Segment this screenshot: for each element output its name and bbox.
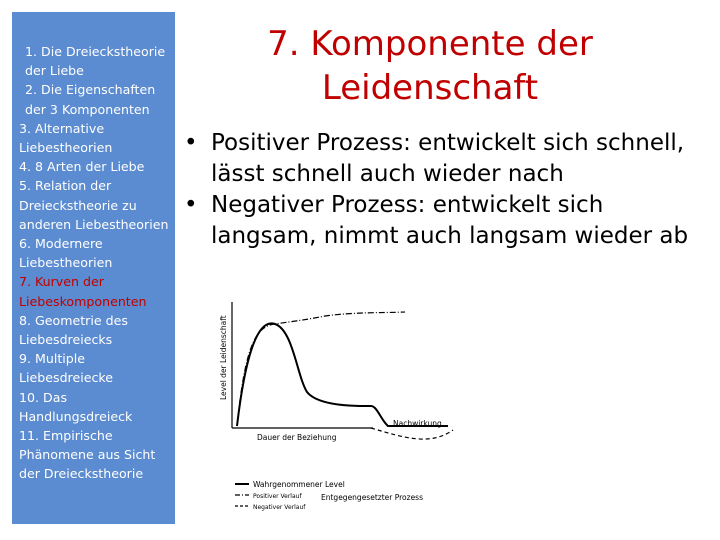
sidebar-item-arten-der-liebe[interactable]: 4. 8 Arten der Liebe	[19, 159, 145, 175]
aftereffect-label: Nachwirkung	[393, 419, 442, 428]
bullet-text-negative: Negativer Prozess: entwickelt sich langsam, nimmt auch langsam wieder ab	[211, 192, 689, 249]
bullet-item-negative	[184, 190, 704, 252]
figure-legend	[235, 480, 423, 511]
slide-title-line1: 7. Komponente der	[267, 24, 593, 64]
slide-title	[220, 22, 640, 110]
bullet-text-positive: Positiver Prozess: entwickelt sich schnell, lässt schnell auch wieder nach	[211, 130, 685, 187]
passion-curve-figure	[205, 288, 475, 520]
sidebar-item-multiple-dreiecke[interactable]: 9. Multiple Liebesdreiecke	[19, 351, 113, 386]
legend-side-label: Entgegengesetzter Prozess	[321, 493, 423, 502]
sidebar-item-relation[interactable]: 5. Relation der Dreieckstheorie zu anderen Liebestheorien	[19, 178, 169, 232]
sidebar-item-alternative-theorien[interactable]: 3. Alternative Liebestheorien	[19, 120, 113, 156]
bullet-dot-icon: •	[184, 130, 198, 156]
sidebar-item-kurven[interactable]: 7. Kurven der Liebeskomponenten	[19, 274, 147, 309]
sidebar-item-empirische-phaenomene[interactable]: 11. Empirische Phänomene aus Sicht der Dreieckstheorie	[19, 428, 156, 482]
legend-label-positive: Positiver Verlauf	[253, 493, 302, 500]
sidebar-item-geometrie[interactable]: 8. Geometrie des Liebesdreiecks	[19, 312, 128, 348]
slide-title-line2: Leidenschaft	[321, 68, 539, 108]
sidebar-item-eigenschaften[interactable]: 2. Die Eigenschaften der 3 Komponenten	[25, 82, 156, 117]
legend-label-negative: Negativer Verlauf	[253, 504, 306, 511]
sidebar-nav	[12, 12, 175, 524]
sidebar-item-modernere-theorien[interactable]: 6. Modernere Liebestheorien	[19, 236, 113, 271]
legend-label-perceived: Wahrgenommener Level	[253, 480, 345, 489]
x-axis-label: Dauer der Beziehung	[257, 433, 337, 442]
bullet-list	[184, 128, 704, 252]
y-axis-label: Level der Leidenschaft	[219, 315, 228, 400]
perceived-level-curve	[237, 323, 448, 426]
bullet-item-positive	[184, 128, 704, 190]
negative-process-curve	[371, 428, 453, 439]
sidebar-item-dreieckstheorie[interactable]: 1. Die Dreieckstheorie der Liebe	[25, 44, 166, 79]
bullet-dot-icon: •	[184, 192, 198, 218]
sidebar-item-handlungsdreieck[interactable]: 10. Das Handlungsdreieck	[19, 389, 133, 424]
